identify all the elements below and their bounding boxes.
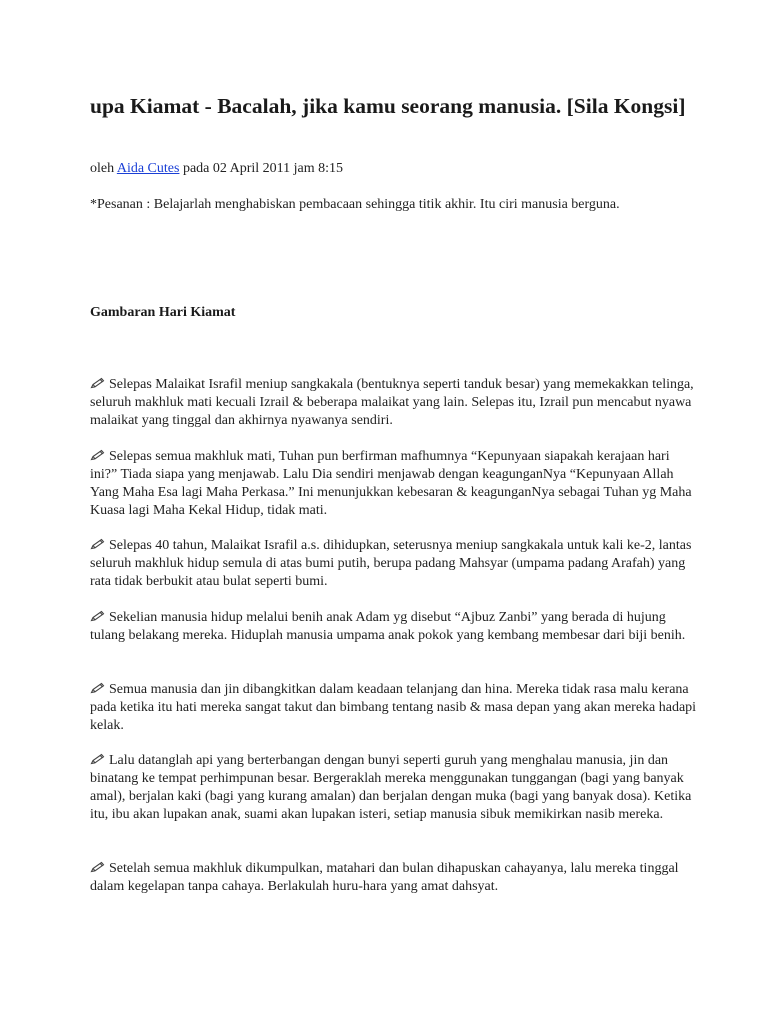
paragraph [90, 609, 700, 645]
paragraph-text: Selepas semua makhluk mati, Tuhan pun berfirman mafhumnya “Kepunyaan siapakah kerajaan hari ini?” Tiada siapa yang menjawab. Lalu Dia sendiri menjawab dengan keagunganNya “Kepunyaan Allah Yang Maha Esa lagi Maha Perkasa.” Ini menunjukkan kebesaran & keagunganNya sebagai Tuhan yg Maha Kuasa lagi Maha Kekal Hidup, tidak mati. [90, 449, 692, 518]
pencil-icon [90, 753, 106, 765]
paragraph-text: Sekelian manusia hidup melalui benih anak Adam yg disebut “Ajbuz Zanbi” yang berada di hujung tulang belakang mereka. Hiduplah manusia umpama anak pokok yang kembang membesar dari biji benih. [90, 610, 686, 643]
pencil-icon [90, 861, 106, 873]
paragraph-text: Setelah semua makhluk dikumpulkan, matahari dan bulan dihapuskan cahayanya, lalu mereka tinggal dalam kegelapan tanpa cahaya. Berlakulah huru-hara yang amat dahsyat. [90, 861, 679, 894]
section-heading: Gambaran Hari Kiamat [90, 305, 236, 320]
author-link[interactable]: Aida Cutes [116, 161, 180, 176]
pencil-icon [90, 610, 106, 622]
pencil-icon [90, 538, 106, 550]
article-title: upa Kiamat - Bacalah, jika kamu seorang manusia. [Sila Kongsi] [90, 94, 686, 118]
pencil-icon [90, 377, 106, 389]
paragraph [90, 537, 700, 591]
paragraph-text: Selepas Malaikat Israfil meniup sangkakala (bentuknya seperti tanduk besar) yang memekakkan telinga, seluruh makhluk mati kecuali Izrail & beberapa malaikat yang lain. Selepas itu, Izrail pun mencabut nyawa malaikat yang tinggal dan akhirnya nyawanya sendiri. [90, 377, 694, 428]
paragraph [90, 376, 700, 430]
paragraph-text: Semua manusia dan jin dibangkitkan dalam keadaan telanjang dan hina. Mereka tidak rasa malu kerana pada ketika itu hati mereka sangat takut dan bimbang tentang nasib & masa depan yang akan mereka hadapi kelak. [90, 682, 697, 733]
paragraph [90, 860, 700, 896]
pencil-icon [90, 449, 106, 461]
byline-prefix: oleh [90, 161, 117, 176]
paragraph [90, 752, 700, 824]
byline [90, 160, 343, 178]
pencil-icon [90, 682, 106, 694]
byline-date: pada 02 April 2011 jam 8:15 [179, 161, 344, 176]
paragraph-text: Selepas 40 tahun, Malaikat Israfil a.s. dihidupkan, seterusnya meniup sangkakala untuk kali ke-2, lantas seluruh makhluk hidup semula di atas bumi putih, berupa padang Mahsyar (umpama padang Arafah) yang rata tidak berbukit atau bulat seperti bumi. [90, 538, 692, 589]
paragraph-text: Lalu datanglah api yang berterbangan dengan bunyi seperti guruh yang menghalau manusia, jin dan binatang ke tempat perhimpunan besar. Bergeraklah mereka menggunakan tunggangan (bagi yang banyak amal), berjalan kaki (bagi yang kurang amalan) dan berjalan dengan muka (bagi yang banyak dosa). Ketika itu, ibu akan lupakan anak, suami akan lupakan isteri, setiap manusia sibuk memikirkan nasib mereka. [90, 753, 692, 822]
paragraph [90, 681, 700, 735]
paragraph [90, 448, 700, 520]
reading-note: *Pesanan : Belajarlah menghabiskan pembacaan sehingga titik akhir. Itu ciri manusia berguna. [90, 197, 620, 212]
